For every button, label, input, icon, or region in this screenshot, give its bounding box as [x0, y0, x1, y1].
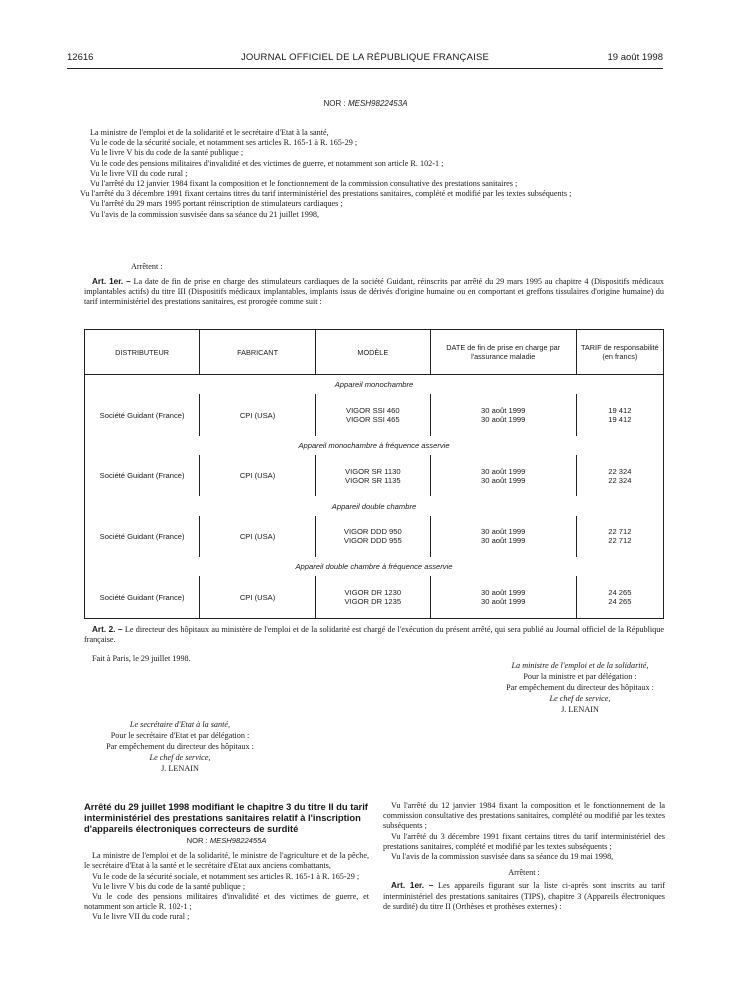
table-row — [85, 455, 664, 496]
cell-tarif — [576, 516, 663, 557]
tarif-line: 22 712 — [608, 527, 632, 537]
table-row — [85, 576, 664, 618]
header-rule — [67, 68, 663, 69]
nor-label: NOR : — [323, 99, 346, 108]
visa-line: Vu le livre V bis du code de la santé publique ; — [90, 148, 244, 158]
cell-fabricant: CPI (USA) — [200, 516, 316, 557]
article-1-paragraph — [84, 277, 664, 308]
arrete-2-left-column — [84, 801, 369, 923]
arrete-2-nor — [84, 836, 369, 846]
visas-block — [80, 128, 664, 220]
visa-line: Vu le livre VII du code rural ; — [90, 168, 188, 178]
col-modele: MODÈLE — [315, 330, 430, 375]
cell-date — [430, 576, 576, 618]
group-title-row — [85, 375, 664, 395]
cell-tarif — [576, 394, 663, 435]
journal-title: JOURNAL OFFICIEL DE LA RÉPUBLIQUE FRANÇAISE — [240, 52, 490, 63]
arretent-heading — [131, 262, 331, 272]
visa-line: Vu l'arrêté du 3 décembre 1991 fixant certains titres du tarif interministériel des prestations sanitaires, complété et modifié par les textes subséquents ; — [383, 831, 665, 851]
nor-code: MESH9822455A — [209, 836, 267, 845]
col-distributeur: DISTRIBUTEUR — [85, 330, 200, 375]
signature-line: Par empêchement du directeur des hôpitaux : — [506, 683, 654, 692]
tarif-line: 22 712 — [608, 536, 632, 546]
table-row — [85, 394, 664, 435]
page-header — [67, 52, 663, 66]
arrete-2-article-1 — [383, 881, 665, 912]
cell-modele — [315, 576, 430, 618]
signatory-name: J. LENAIN — [561, 705, 599, 714]
group-title-row — [85, 436, 664, 455]
visa-line: Vu le livre V bis du code de la santé publique ; — [92, 881, 246, 891]
date-line: 30 août 1999 — [481, 588, 526, 598]
modele-line: VIGOR SSI 460 — [346, 406, 400, 416]
article-2 — [84, 625, 664, 645]
cell-modele — [315, 455, 430, 496]
article-2-paragraph — [84, 625, 664, 645]
article-2-text: Le directeur des hôpitaux au ministère de l'emploi et de la solidarité est chargé de l'exécution du présent arrêté, qui sera publié au Journal officiel de la République française. — [84, 625, 665, 645]
arretent-text: Arrêtent : — [131, 262, 163, 271]
date-line: 30 août 1999 — [481, 527, 526, 537]
fait-a-paris — [92, 654, 342, 664]
signatory-name: J. LENAIN — [161, 764, 199, 773]
visa-line: Vu le livre VII du code rural ; — [92, 912, 190, 922]
signature-line: Le chef de service, — [149, 753, 211, 762]
tarif-line: 22 324 — [608, 475, 632, 485]
nor-code: MESH9822453A — [347, 99, 408, 108]
date-line: 30 août 1999 — [481, 466, 526, 476]
signature-left — [40, 719, 320, 774]
visa-line: Vu l'avis de la commission susvisée dans sa séance du 19 mai 1998, — [391, 852, 614, 862]
modele-line: VIGOR DDD 950 — [343, 527, 402, 537]
issue-date: 19 août 1998 — [607, 52, 663, 63]
tarif-line: 19 412 — [608, 415, 632, 425]
date-line: 30 août 1999 — [481, 406, 526, 416]
arrete-2-title: Arrêté du 29 juillet 1998 modifiant le chapitre 3 du titre II du tarif interministériel des prestations sanitaires relatif à l'inscription d'appareils électroniques correcteurs de surdité — [84, 801, 368, 834]
modele-line: VIGOR SR 1130 — [345, 466, 401, 476]
group-title: Appareil monochambre — [334, 380, 414, 390]
article-1 — [84, 277, 664, 308]
cell-tarif — [576, 576, 663, 618]
visa-line: Vu l'arrêté du 12 janvier 1984 fixant la composition et le fonctionnement de la commission consultative des prestations sanitaires ; — [90, 179, 518, 189]
cell-distributeur: Société Guidant (France) — [85, 455, 200, 496]
arrete-2-right-column — [383, 801, 665, 912]
nor-reference — [0, 99, 731, 108]
date-line: 30 août 1999 — [481, 536, 526, 546]
tarif-line: 19 412 — [608, 406, 632, 416]
signature-right — [440, 660, 720, 715]
article-1-text: La date de fin de prise en charge des stimulateurs cardiaques de la société Guidant, réinscrits par arrêté du 29 mars 1995 au chapitre 4 (Dispositifs médicaux implantables actifs) du titre III (Dispositifs médicaux implantables, implants issus de dérivés d'origine humaine ou en comportant et greffons tissulaires d'origine humaine) du tarif interministériel des prestations sanitaires, est prorogée comme suit : — [84, 277, 665, 307]
visa-line: Vu l'arrêté du 29 mars 1995 portant réinscription de stimulateurs cardiaques ; — [90, 199, 343, 209]
signature-line: Pour le secrétaire d'Etat et par délégation : — [110, 731, 250, 740]
modele-line: VIGOR DR 1230 — [344, 588, 402, 598]
fait-text: Fait à Paris, le 29 juillet 1998. — [92, 654, 191, 663]
article-1-label: Art. 1er. – — [391, 881, 434, 891]
signature-line: Le chef de service, — [549, 694, 611, 703]
article-1-label: Art. 1er. – — [92, 277, 131, 286]
cell-modele — [315, 394, 430, 435]
cell-date — [430, 516, 576, 557]
tarif-line: 24 265 — [608, 597, 632, 607]
cell-distributeur: Société Guidant (France) — [85, 576, 200, 618]
tarif-line: 22 324 — [608, 466, 632, 476]
group-title: Appareil monochambre à fréquence asservie — [298, 440, 450, 450]
visa-line: Vu le code de la sécurité sociale, et notamment ses articles R. 165-1 à R. 165-29 ; — [92, 871, 360, 881]
col-fabricant: FABRICANT — [200, 330, 316, 375]
cell-date — [430, 394, 576, 435]
cell-fabricant: CPI (USA) — [200, 394, 316, 435]
cell-tarif — [576, 455, 663, 496]
stimulators-table — [84, 329, 664, 619]
visa-line: Vu l'arrêté du 3 décembre 1991 fixant certains titres du tarif interministériel des prestations sanitaires, complété et modifié par les textes subséquents ; — [80, 189, 572, 199]
signature-line: Par empêchement du directeur des hôpitaux : — [106, 742, 254, 751]
cell-fabricant: CPI (USA) — [200, 455, 316, 496]
visa-line: Vu le code des pensions militaires d'invalidité et des victimes de guerre, et notamment son article R. 102-1 ; — [84, 892, 369, 912]
arretent-text: Arrêtent : — [508, 868, 540, 878]
modele-line: VIGOR DDD 955 — [343, 536, 402, 546]
visa-line: La ministre de l'emploi et de la solidarité, le ministre de l'agriculture et de la pêche, le secrétaire d'Etat à la santé et le secrétaire d'Etat aux anciens combattants, — [84, 851, 369, 871]
date-line: 30 août 1999 — [481, 475, 526, 485]
nor-label: NOR : — [186, 836, 208, 845]
visa-line: Vu l'arrêté du 12 janvier 1984 fixant la composition et le fonctionnement de la commission consultative des prestations sanitaires, complété ou modifié par les textes subséquents ; — [383, 801, 665, 831]
date-line: 30 août 1999 — [481, 597, 526, 607]
group-title: Appareil double chambre à fréquence asservie — [295, 562, 453, 572]
cell-modele — [315, 516, 430, 557]
signature-line: Le secrétaire d'Etat à la santé, — [129, 720, 231, 729]
signature-line: La ministre de l'emploi et de la solidarité, — [511, 661, 649, 670]
visa-line: La ministre de l'emploi et de la solidarité et le secrétaire d'Etat à la santé, — [90, 128, 329, 137]
table-header-row — [85, 330, 664, 375]
visa-line: Vu l'avis de la commission susvisée dans sa séance du 21 juillet 1998, — [90, 209, 320, 219]
modele-line: VIGOR SSI 465 — [346, 415, 400, 425]
article-1-text: Les appareils figurant sur la liste ci-après sont inscrits au tarif interministériel des prestations sanitaires (TIPS), chapitre 3 (Appareils électroniques de surdité) du titre II (Orthèses et prothèses externes) : — [383, 881, 665, 911]
group-title-row — [85, 557, 664, 576]
article-2-label: Art. 2. – — [92, 625, 123, 634]
table-row — [85, 516, 664, 557]
visa-line: Vu le code de la sécurité sociale, et notamment ses articles R. 165-1 à R. 165-29 ; — [90, 138, 358, 148]
signature-line: Pour la ministre et par délégation : — [523, 672, 637, 681]
cell-distributeur: Société Guidant (France) — [85, 516, 200, 557]
group-title-row — [85, 496, 664, 515]
group-title: Appareil double chambre — [331, 501, 417, 511]
cell-fabricant: CPI (USA) — [200, 576, 316, 618]
modele-line: VIGOR DR 1235 — [344, 597, 402, 607]
page-number: 12616 — [67, 52, 94, 63]
cell-date — [430, 455, 576, 496]
col-tarif: TARIF de responsabilité (en francs) — [576, 330, 663, 375]
cell-distributeur: Société Guidant (France) — [85, 394, 200, 435]
date-line: 30 août 1999 — [481, 415, 526, 425]
visa-line: Vu le code des pensions militaires d'invalidité et des victimes de guerre, et notamment son article R. 102-1 ; — [90, 158, 444, 168]
modele-line: VIGOR SR 1135 — [345, 475, 401, 485]
col-date: DATE de fin de prise en charge par l'assurance maladie — [430, 330, 576, 375]
tarif-line: 24 265 — [608, 588, 632, 598]
